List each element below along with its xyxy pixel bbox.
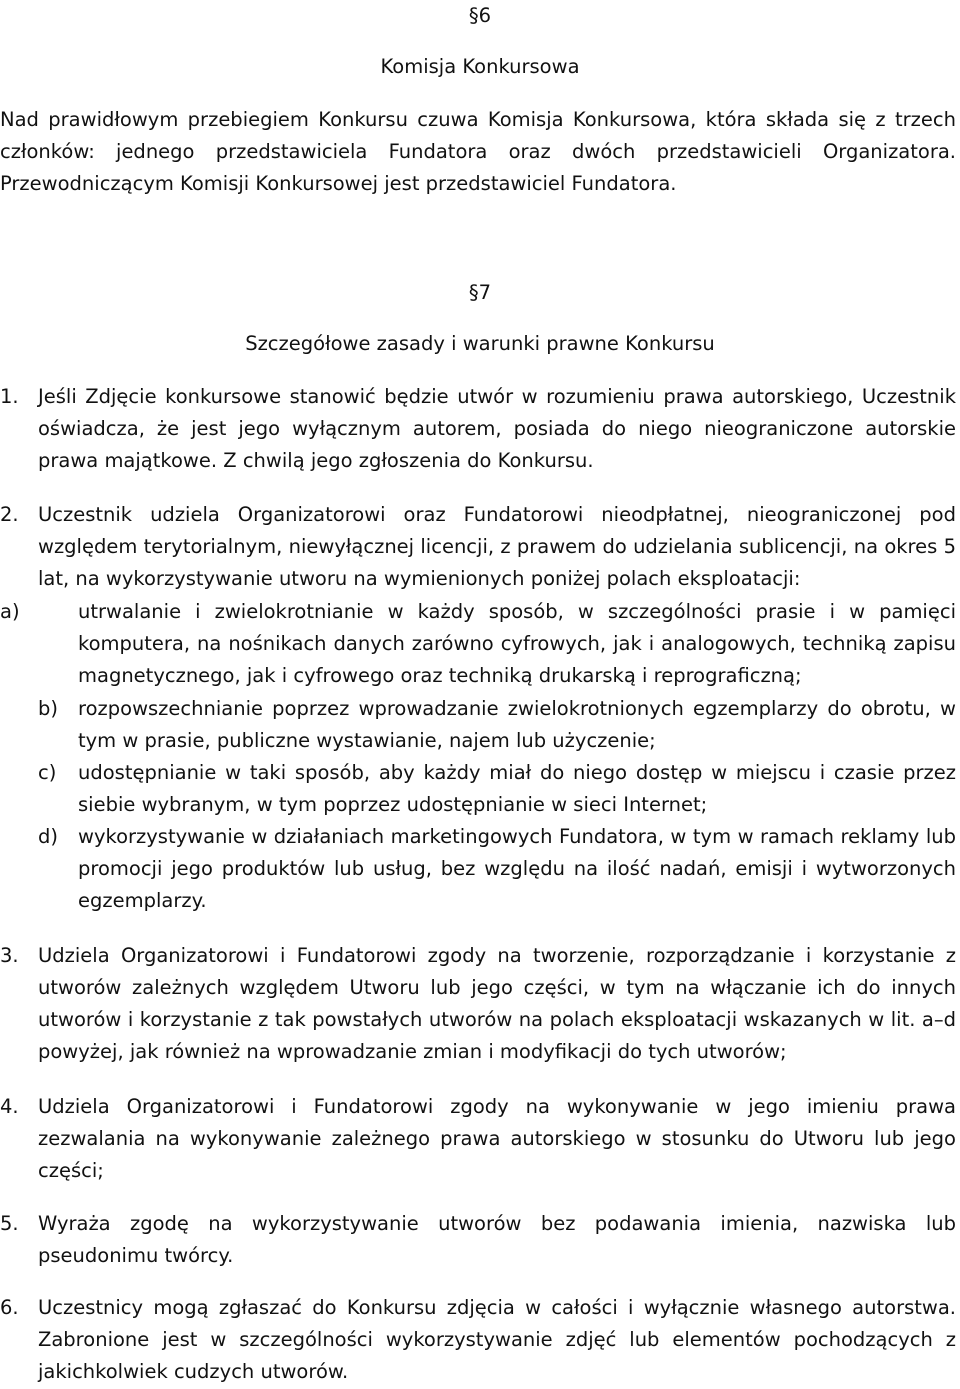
sublist-item-letter: c) — [38, 761, 57, 784]
section-7-title: Szczegółowe zasady i warunki prawne Konkursu — [245, 332, 715, 355]
list-item-number: 3. — [0, 944, 19, 967]
list-item-4 — [0, 1091, 956, 1187]
list-item-2 — [0, 499, 956, 595]
sublist-item-letter: d) — [38, 825, 58, 848]
list-item-text: Jeśli Zdjęcie konkursowe stanowić będzie utwór w rozumieniu prawa autorskiego, Uczestnik oświadcza, że jest jego wyłącznym autorem, posiada do niego nieograniczone autorskie prawa majątkowe. Z chwilą jego zgłoszenia do Konkursu. — [38, 385, 956, 472]
list-item-1 — [0, 381, 956, 477]
list-item-3 — [0, 940, 956, 1068]
list-item-number: 4. — [0, 1095, 19, 1118]
sublist-item-letter: b) — [38, 697, 58, 720]
section-6-body: Nad prawidłowym przebiegiem Konkursu czuwa Komisja Konkursowa, która składa się z trzech członków: jednego przedstawiciela Fundatora oraz dwóch przedstawicieli Organizatora. Przewodniczącym Komisji Konkursowej jest przedstawiciel Fundatora. — [0, 108, 956, 195]
list-item-text: Udziela Organizatorowi i Fundatorowi zgody na tworzenie, rozporządzanie i korzystanie z utworów zależnych względem Utworu lub jego części, w tym na włączanie ich do innych utworów i korzystanie z tak powstałych utworów na polach eksploatacji wskazanych w lit. a–d powyżej, jak również na wprowadzanie zmian i modyfikacji do tych utworów; — [38, 944, 956, 1063]
sublist-item-letter: a) — [0, 600, 20, 623]
section-6-heading: §6 — [468, 4, 492, 27]
list-item-text: Uczestnik udziela Organizatorowi oraz Fundatorowi nieodpłatnej, nieograniczonej pod względem terytorialnym, niewyłącznej licencji, z prawem do udzielania sublicencji, na okres 5 lat, na wykorzystywanie utworu na wymienionych poniżej polach eksploatacji: — [38, 503, 956, 590]
sublist-item-text: wykorzystywanie w działaniach marketingowych Fundatora, w tym w ramach reklamy lub promocji jego produktów lub usług, bez względu na ilość nadań, emisji i wytworzonych egzemplarzy. — [78, 825, 956, 912]
list-item-text: Uczestnicy mogą zgłaszać do Konkursu zdjęcia w całości i wyłącznie własnego autorstwa. Zabronione jest w szczególności wykorzystywanie zdjęć lub elementów pochodzących z jakichkolwiek cudzych utworów. — [38, 1296, 956, 1383]
list-item-5 — [0, 1208, 956, 1272]
list-item-number: 6. — [0, 1296, 19, 1319]
list-item-text: Udziela Organizatorowi i Fundatorowi zgody na wykonywanie w jego imieniu prawa zezwalania na wykonywanie zależnego prawa autorskiego w stosunku do Utworu lub jego części; — [38, 1095, 956, 1182]
sublist-item-c — [0, 757, 956, 821]
section-6-title: Komisja Konkursowa — [380, 55, 580, 78]
sublist-item-b — [0, 693, 956, 757]
list-item-6 — [0, 1292, 956, 1388]
sublist-item-a — [0, 596, 956, 692]
list-item-number: 2. — [0, 503, 19, 526]
list-item-text: Wyraża zgodę na wykorzystywanie utworów bez podawania imienia, nazwiska lub pseudonimu twórcy. — [38, 1212, 956, 1267]
section-7-heading: §7 — [468, 281, 492, 304]
list-item-number: 5. — [0, 1212, 19, 1235]
list-item-number: 1. — [0, 385, 19, 408]
sublist-item-d — [0, 821, 956, 917]
sublist-item-text: utrwalanie i zwielokrotnianie w każdy sposób, w szczególności prasie i w pamięci komputera, na nośnikach danych zarówno cyfrowych, jak i analogowych, techniką zapisu magnetycznego, jak i cyfrowego oraz techniką drukarską i reprograficzną; — [78, 600, 956, 687]
sublist-item-text: udostępnianie w taki sposób, aby każdy miał do niego dostęp w miejscu i czasie przez siebie wybranym, w tym poprzez udostępnianie w sieci Internet; — [78, 761, 956, 816]
sublist-item-text: rozpowszechnianie poprzez wprowadzanie zwielokrotnionych egzemplarzy do obrotu, w tym w prasie, publiczne wystawianie, najem lub użyczenie; — [78, 697, 956, 752]
